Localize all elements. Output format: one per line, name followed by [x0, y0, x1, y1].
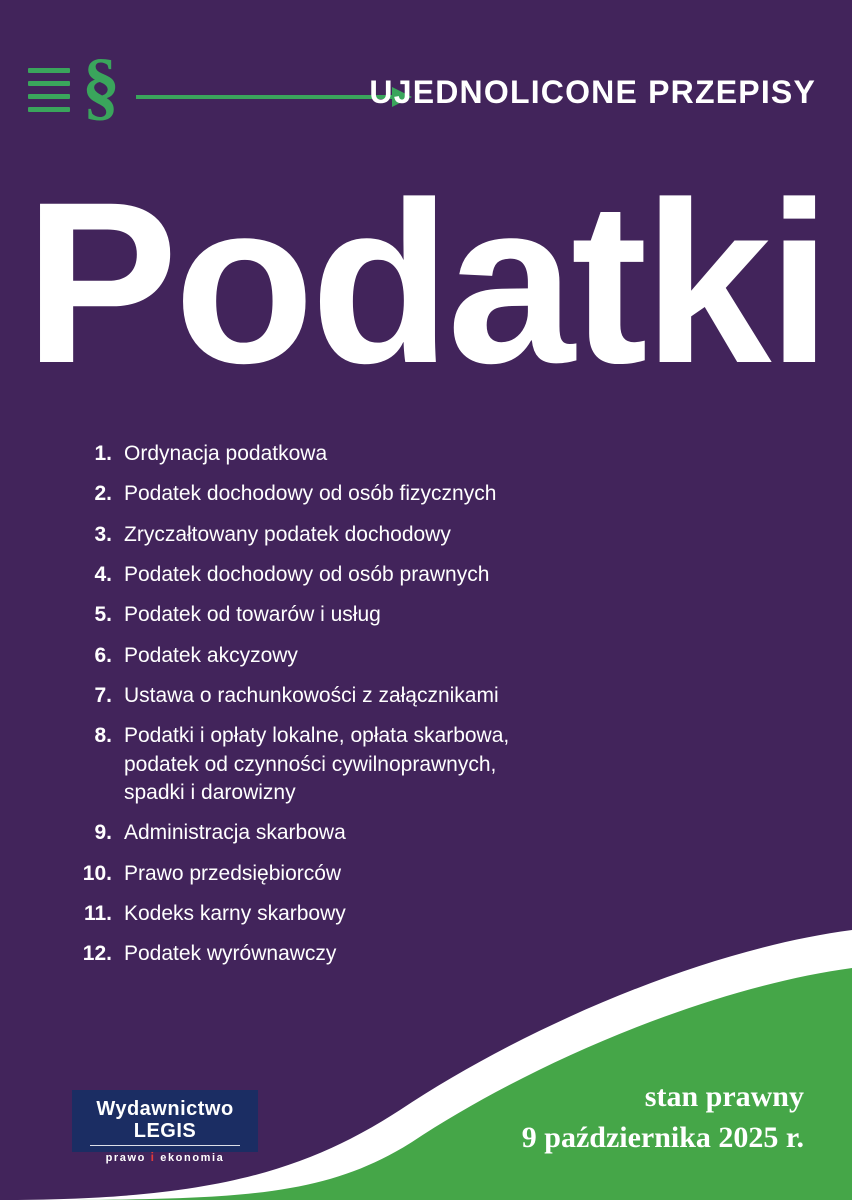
publisher-tagline — [72, 1150, 258, 1164]
list-item-number: 6. — [94, 643, 112, 667]
list-item-label: Administracja skarbowa — [124, 821, 346, 845]
logo-divider — [90, 1145, 240, 1146]
list-item-number: 4. — [94, 563, 112, 587]
publisher-logo — [72, 1090, 258, 1164]
legal-status-date: 9 października 2025 r. — [521, 1120, 804, 1154]
list-item-line2: podatek od czynności cywilnoprawnych, — [124, 752, 497, 776]
list-item-label: Zryczałtowany podatek dochodowy — [124, 522, 451, 546]
paragraph-glyph-icon: § — [82, 44, 120, 128]
tagline-left: prawo — [105, 1152, 146, 1164]
list-item — [78, 601, 718, 629]
list-item — [78, 642, 718, 670]
list-item-number: 10. — [82, 861, 112, 885]
list-item — [78, 682, 718, 710]
page-title: Podatki — [24, 154, 828, 411]
list-item-label: Prawo przedsiębiorców — [124, 861, 342, 885]
list-item-number: 7. — [94, 684, 112, 708]
list-item-number: 5. — [94, 603, 112, 627]
list-item-label: Kodeks karny skarbowy — [124, 902, 346, 926]
list-item — [78, 561, 718, 589]
list-item-line3: spadki i darowizny — [124, 781, 296, 805]
tagline-right: ekonomia — [160, 1152, 225, 1164]
list-item-label: Podatek dochodowy od osób fizycznych — [124, 482, 497, 506]
list-item-label: Ustawa o rachunkowości z załącznikami — [124, 684, 499, 708]
legal-status-label: stan prawny — [644, 1080, 804, 1113]
banner-title: UJEDNOLICONE PRZEPISY — [369, 74, 816, 110]
list-item — [78, 440, 718, 468]
list-item-number: 8. — [94, 724, 112, 748]
list-item — [78, 480, 718, 508]
list-item-number: 2. — [94, 482, 112, 506]
list-item-number: 12. — [82, 942, 112, 966]
section-sign-icon — [28, 44, 138, 132]
list-item-label: Podatek akcyzowy — [124, 643, 298, 667]
list-item-label: Ordynacja podatkowa — [124, 442, 328, 465]
mark-lines-icon — [28, 68, 70, 120]
list-item-line1: Podatki i opłaty lokalne, opłata skarbowa, — [124, 724, 510, 748]
tagline-dot: i — [150, 1150, 156, 1164]
publisher-name: Wydawnictwo LEGIS — [96, 1098, 234, 1142]
list-item-number: 1. — [94, 442, 112, 465]
list-item-number: 11. — [83, 902, 112, 926]
arrow-line — [136, 95, 398, 99]
list-item — [78, 521, 718, 549]
top-banner — [0, 44, 852, 140]
list-item-label: Podatek dochodowy od osób prawnych — [124, 563, 490, 587]
list-item-number: 9. — [94, 821, 112, 845]
list-item-label: Podatek od towarów i usług — [124, 603, 381, 627]
list-item-label: Podatek wyrównawczy — [124, 942, 337, 966]
list-item-number: 3. — [94, 522, 112, 546]
legal-status-block — [522, 1077, 804, 1158]
